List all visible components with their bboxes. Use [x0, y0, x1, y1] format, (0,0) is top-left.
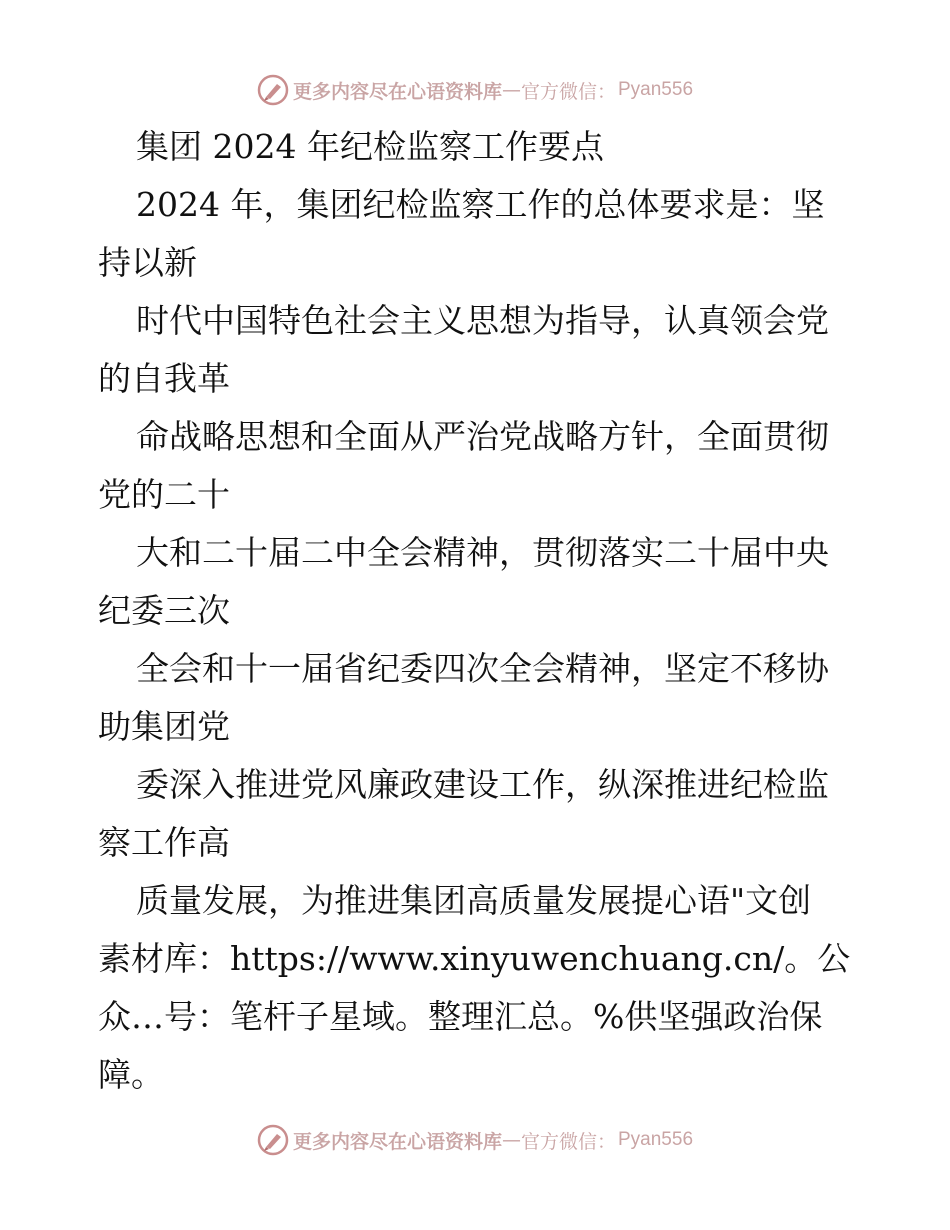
text-line: 2024 年，集团纪检监察工作的总体要求是：坚	[136, 185, 825, 224]
document-body	[98, 118, 858, 1104]
text-line: 质量发展，为推进集团高质量发展提心语"文创	[136, 881, 812, 920]
text-line: 大和二十届二中全会精神，贯彻落实二十届中央	[136, 533, 829, 572]
header-banner	[0, 70, 950, 110]
text-line: 众…号：笔杆子星域。整理汇总。%供坚强政治保	[98, 997, 823, 1036]
text-line: 纪委三次	[98, 591, 230, 630]
text-line: 委深入推进党风廉政建设工作，纵深推进纪检监	[136, 765, 829, 804]
pen-logo-icon	[257, 1124, 289, 1156]
text-line: 时代中国特色社会主义思想为指导，认真领会党	[136, 301, 829, 340]
banner-text: 更多内容尽在心语资料库	[292, 80, 502, 103]
banner-wechat-label: 官方微信：	[520, 1130, 616, 1153]
text-line: 的自我革	[98, 359, 230, 398]
banner-wechat-id: Pyan556	[618, 79, 694, 100]
banner-text: 更多内容尽在心语资料库	[292, 1130, 502, 1153]
text-line: 党的二十	[98, 475, 230, 514]
banner-dash: —	[501, 79, 521, 101]
banner-wechat-label: 官方微信：	[520, 80, 616, 103]
text-line: 全会和十一届省纪委四次全会精神，坚定不移协	[136, 649, 829, 688]
text-line: 察工作高	[98, 823, 230, 862]
text-line: 助集团党	[98, 707, 230, 746]
footer-banner	[0, 1120, 950, 1160]
banner-wechat-id: Pyan556	[618, 1129, 694, 1150]
text-line: 素材库：https://www.xinyuwenchuang.cn/。公	[98, 939, 851, 978]
pen-logo-icon	[257, 74, 289, 106]
text-line: 持以新	[98, 243, 197, 282]
banner-dash: —	[501, 1129, 521, 1151]
text-line: 命战略思想和全面从严治党战略方针，全面贯彻	[136, 417, 829, 456]
text-line: 障。	[98, 1055, 164, 1094]
document-title: 集团 2024 年纪检监察工作要点	[136, 127, 604, 166]
